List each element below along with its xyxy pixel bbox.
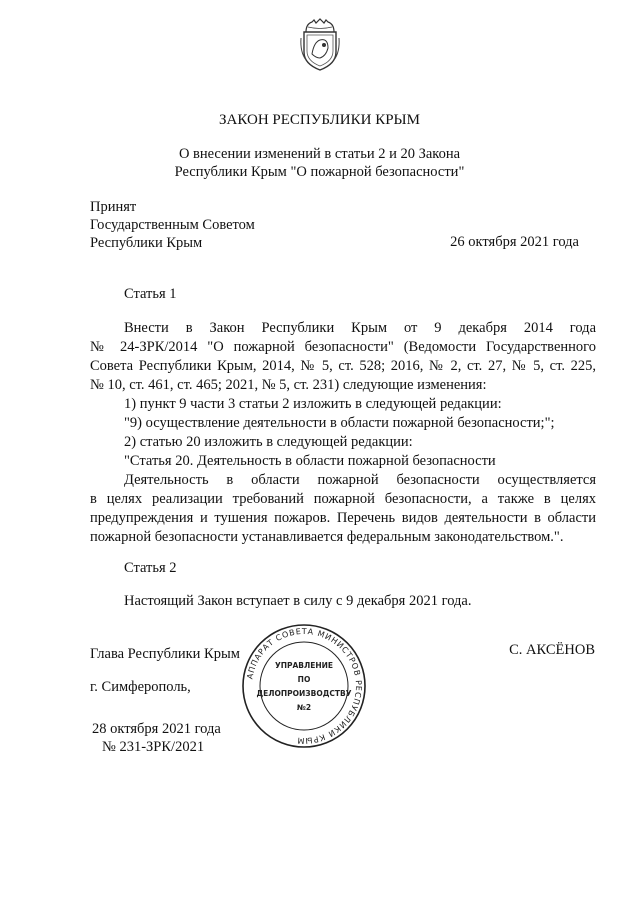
signing-city: г. Симферополь, (90, 679, 191, 695)
text-line: 2) статью 20 изложить в следующей редакции: (124, 434, 413, 450)
stamp-line: УПРАВЛЕНИЕ (274, 661, 334, 670)
article-2-text: Настоящий Закон вступает в силу с 9 декабря 2021 года. (124, 593, 472, 609)
signing-date: 28 октября 2021 года (92, 721, 221, 737)
article-1-text (90, 319, 596, 471)
article-20-text (90, 471, 596, 547)
article-1-heading: Статья 1 (124, 286, 177, 302)
text-line: 1) пункт 9 части 3 статьи 2 изложить в следующей редакции: (124, 396, 502, 412)
text-line: "9) осуществление деятельности в области пожарной безопасности;"; (124, 415, 555, 431)
crimea-coat-of-arms-icon (298, 18, 342, 72)
signing-block (92, 720, 221, 756)
text-line: пожарной безопасности устанавливается федеральным законодательством.". (90, 529, 564, 545)
text-line: № 24-ЗРК/2014 "О пожарной безопасности" (Ведомости Государственного (90, 339, 596, 355)
text-line: Деятельность в области пожарной безопасности осуществляется (124, 472, 596, 488)
text-line: Внести в Закон Республики Крым от 9 декабря 2014 года (124, 320, 596, 336)
head-of-republic-label: Глава Республики Крым (90, 646, 240, 662)
text-line: Совета Республики Крым, 2014, № 5, ст. 528; 2016, № 2, ст. 27, № 5, ст. 225, (90, 358, 596, 374)
subtitle-line: О внесении изменений в статьи 2 и 20 Закона (178, 146, 461, 162)
adopted-body: Государственным Советом (90, 217, 255, 233)
text-line: в целях реализации требований пожарной безопасности, а также в целях (90, 491, 596, 507)
text-line: № 10, ст. 461, ст. 465; 2021, № 5, ст. 231) следующие изменения: (90, 377, 487, 393)
adopted-by-block (90, 198, 255, 252)
subtitle-line: Республики Крым "О пожарной безопасности" (174, 164, 465, 180)
adopted-label: Принят (90, 199, 137, 215)
adopted-body-republic: Республики Крым (90, 235, 203, 251)
text-line: предупреждения и тушения пожаров. Перечень видов деятельности в области (90, 510, 596, 526)
text-line: "Статья 20. Деятельность в области пожарной безопасности (124, 453, 496, 469)
stamp-line: ПО (297, 675, 311, 684)
adopted-date: 26 октября 2021 года (450, 234, 579, 250)
law-title: ЗАКОН РЕСПУБЛИКИ КРЫМ (219, 112, 420, 128)
article-2-heading: Статья 2 (124, 560, 177, 576)
office-stamp (240, 622, 368, 750)
stamp-line: №2 (296, 703, 312, 712)
head-of-republic-name: С. АКСЁНОВ (509, 642, 595, 658)
stamp-line: ДЕЛОПРОИЗВОДСТВУ (256, 689, 352, 698)
svg-text:АППАРАТ СОВЕТА МИНИСТРОВ РЕСПУ (245, 627, 363, 745)
law-number: № 231-ЗРК/2021 (102, 739, 205, 755)
law-subtitle (0, 145, 639, 181)
stamp-arc-text: АППАРАТ СОВЕТА МИНИСТРОВ РЕСПУБЛИКИ КРЫМ (245, 626, 364, 746)
